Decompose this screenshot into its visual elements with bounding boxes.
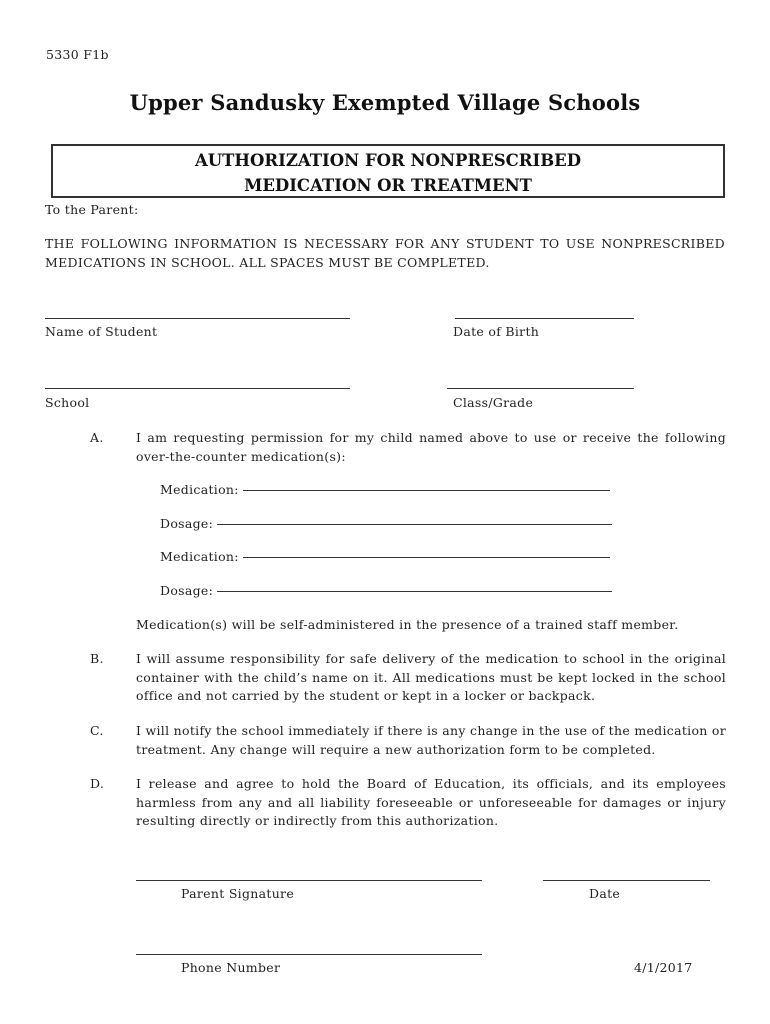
- section-d-text: I release and agree to hold the Board of Education, its officials, and its employees harmless from any and all liability foreseeable or unforeseeable for damages or injury resulting directly or indirectly from this authorization.: [136, 776, 726, 828]
- phone-number-label: Phone Number: [181, 960, 281, 975]
- signature-date-label: Date: [589, 886, 621, 901]
- date-of-birth-label: Date of Birth: [453, 324, 540, 339]
- section-c-text: I will notify the school immediately if there is any change in the use of the medication or treatment. Any change will require a new authorization form to be completed.: [136, 723, 726, 757]
- section-a-text: I am requesting permission for my child named above to use or receive the following over-the-counter medication(s):: [136, 430, 726, 464]
- school-line[interactable]: [45, 388, 350, 389]
- medication-row-1[interactable]: [160, 482, 610, 497]
- form-title-box: [51, 144, 725, 198]
- student-name-line[interactable]: [45, 318, 350, 319]
- dosage-row-2[interactable]: [160, 583, 612, 598]
- parent-signature-line[interactable]: [136, 880, 482, 881]
- district-name: Upper Sandusky Exempted Village Schools: [129, 90, 641, 115]
- section-b-text: I will assume responsibility for safe delivery of the medication to school in the original container with the child’s name on it. All medications must be kept locked in the school office and not carried by the student or kept in a locker or backpack.: [136, 651, 726, 703]
- form-title-line-1: AUTHORIZATION FOR NONPRESCRIBED: [194, 151, 582, 170]
- dosage-line[interactable]: [217, 524, 612, 525]
- parent-signature-label: Parent Signature: [181, 886, 295, 901]
- phone-number-line[interactable]: [136, 954, 482, 955]
- medication-line[interactable]: [243, 490, 610, 491]
- section-d-letter: D.: [90, 776, 105, 791]
- class-grade-label: Class/Grade: [453, 395, 534, 410]
- dosage-row-1[interactable]: [160, 516, 612, 531]
- section-a-letter: A.: [90, 430, 104, 445]
- class-grade-line[interactable]: [447, 388, 634, 389]
- form-code: 5330 F1b: [46, 47, 109, 62]
- medication-line[interactable]: [243, 557, 610, 558]
- revision-date: 4/1/2017: [634, 960, 693, 975]
- medication-label: Medication:: [160, 482, 239, 497]
- medication-label: Medication:: [160, 549, 239, 564]
- dosage-label: Dosage:: [160, 583, 214, 598]
- salutation: To the Parent:: [45, 202, 139, 217]
- form-title-line-2: MEDICATION OR TREATMENT: [244, 176, 532, 195]
- student-name-label: Name of Student: [45, 324, 158, 339]
- medication-row-2[interactable]: [160, 549, 610, 564]
- date-of-birth-line[interactable]: [455, 318, 634, 319]
- notice: THE FOLLOWING INFORMATION IS NECESSARY FOR ANY STUDENT TO USE NONPRESCRIBED MEDICATIONS IN SCHOOL. ALL SPACES MUST BE COMPLETED.: [45, 236, 725, 270]
- school-label: School: [45, 395, 90, 410]
- self-administer-note: Medication(s) will be self-administered in the presence of a trained staff member.: [136, 617, 679, 632]
- dosage-label: Dosage:: [160, 516, 214, 531]
- dosage-line[interactable]: [217, 591, 612, 592]
- section-b-letter: B.: [90, 651, 104, 666]
- section-c-letter: C.: [90, 723, 104, 738]
- signature-date-line[interactable]: [543, 880, 710, 881]
